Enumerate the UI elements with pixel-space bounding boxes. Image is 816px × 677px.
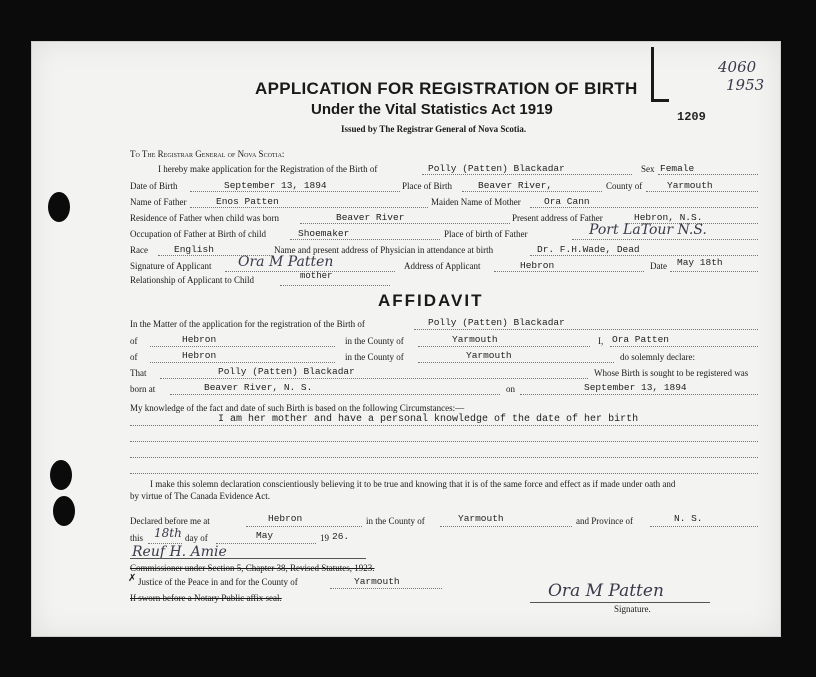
born-on-value: September 13, 1894 xyxy=(584,382,687,393)
justice-line: Justice of the Peace in and for the County of xyxy=(138,577,298,587)
of-place: Hebron xyxy=(182,334,217,345)
pob-label: Place of Birth xyxy=(402,181,452,191)
on-label: on xyxy=(506,384,515,394)
pob-value: Beaver River, xyxy=(478,180,553,191)
justice-county: Yarmouth xyxy=(354,576,400,587)
in-county-label: in the County of xyxy=(345,352,404,362)
affidavit-heading: AFFIDAVIT xyxy=(378,291,484,310)
date-value: May 18th xyxy=(677,257,723,268)
province-value: N. S. xyxy=(674,513,703,524)
form-title: APPLICATION FOR REGISTRATION OF BIRTH xyxy=(255,79,638,98)
declarant-signature: Ora M Patten xyxy=(548,581,664,601)
declared-place: Hebron xyxy=(268,513,303,524)
commissioner-signature: Reuf H. Amie xyxy=(132,544,227,560)
applicant-address-value: Hebron xyxy=(520,260,555,271)
day-value: 18th xyxy=(154,526,182,540)
province-label: and Province of xyxy=(576,516,633,526)
i-label: I, xyxy=(598,336,604,346)
in-matter-label: In the Matter of the application for the registration of the Birth of xyxy=(130,319,365,329)
intro-label: I hereby make application for the Registration of the Birth of xyxy=(158,164,378,174)
father-pob-value: Port LaTour N.S. xyxy=(589,222,707,238)
occupation-label: Occupation of Father at Birth of child xyxy=(130,229,266,239)
mother-label: Maiden Name of Mother xyxy=(431,197,521,207)
child-name: Polly (Patten) Blackadar xyxy=(428,163,565,174)
of-label: of xyxy=(130,336,138,346)
issued-by: Issued by The Registrar General of Nova Scotia. xyxy=(341,124,527,134)
date-label: Date xyxy=(650,261,667,271)
affidavit-child-name: Polly (Patten) Blackadar xyxy=(428,317,565,328)
dob-label: Date of Birth xyxy=(130,181,178,191)
of-place: Hebron xyxy=(182,350,217,361)
occupation-value: Shoemaker xyxy=(298,228,350,239)
mother-value: Ora Cann xyxy=(544,196,590,207)
residence-label: Residence of Father when child was born xyxy=(130,213,279,223)
physician-value: Dr. F.H.Wade, Dead xyxy=(537,244,640,255)
born-at-label: born at xyxy=(130,384,156,394)
father-value: Enos Patten xyxy=(216,196,279,207)
declare-label: do solemnly declare: xyxy=(620,352,695,362)
notary-line: If sworn before a Notary Public affix seal. xyxy=(130,593,282,603)
punch-hole xyxy=(53,496,75,526)
born-at-value: Beaver River, N. S. xyxy=(204,382,313,393)
form-subtitle: Under the Vital Statistics Act 1919 xyxy=(311,101,553,118)
father-pob-label: Place of birth of Father xyxy=(444,229,528,239)
knowledge-label: My knowledge of the fact and date of such Birth is based on the following Circumstances:— xyxy=(130,403,465,413)
declaration-line-2: by virtue of The Canada Evidence Act. xyxy=(130,491,271,501)
addressee: To The Registrar General of Nova Scotia: xyxy=(130,149,285,159)
registration-number: 1209 xyxy=(677,110,706,124)
county-value: Yarmouth xyxy=(466,350,512,361)
that-label: That xyxy=(130,368,147,378)
race-value: English xyxy=(174,244,214,255)
ink-mark xyxy=(651,47,654,102)
race-label: Race xyxy=(130,245,148,255)
knowledge-text: I am her mother and have a personal knowledge of the date of her birth xyxy=(218,414,639,425)
county-value: Yarmouth xyxy=(667,180,713,191)
declared-label: Declared before me at xyxy=(130,516,210,526)
relationship-value: mother xyxy=(300,271,333,281)
this-label: this xyxy=(130,533,144,543)
dob-value: September 13, 1894 xyxy=(224,180,327,191)
corner-note: 4060 xyxy=(718,58,757,76)
father-label: Name of Father xyxy=(130,197,187,207)
corner-note: 1953 xyxy=(726,76,765,94)
sex-value: Female xyxy=(660,163,695,174)
in-county-label: in the County of xyxy=(345,336,404,346)
residence-value: Beaver River xyxy=(336,212,405,223)
signature-caption: Signature. xyxy=(614,604,651,614)
punch-hole xyxy=(48,192,70,222)
declared-county-label: in the County of xyxy=(366,516,425,526)
that-name: Polly (Patten) Blackadar xyxy=(218,366,355,377)
commissioner-line: Commissioner under Section 5, Chapter 38, Revised Statutes, 1923. xyxy=(130,563,375,573)
of-label: of xyxy=(130,352,138,362)
declarant-name: Ora Patten xyxy=(612,334,670,345)
declared-county: Yarmouth xyxy=(458,513,504,524)
physician-label: Name and present address of Physician in attendance at birth xyxy=(274,245,494,255)
year-value: 26. xyxy=(332,531,350,542)
relationship-label: Relationship of Applicant to Child xyxy=(130,275,254,285)
ink-mark xyxy=(651,99,669,102)
punch-hole xyxy=(50,460,72,490)
month-value: May xyxy=(256,530,274,541)
present-address-value: Hebron, N.S. xyxy=(634,212,703,223)
present-address-label: Present address of Father xyxy=(512,213,603,223)
sex-label: Sex xyxy=(641,164,655,174)
year-prefix: 19 xyxy=(320,533,329,543)
day-of-label: day of xyxy=(185,533,208,543)
applicant-address-label: Address of Applicant xyxy=(404,261,481,271)
county-value: Yarmouth xyxy=(452,334,498,345)
signature-label: Signature of Applicant xyxy=(130,261,212,271)
applicant-signature: Ora M Patten xyxy=(238,254,334,270)
whose-birth-label: Whose Birth is sought to be registered was xyxy=(594,368,749,378)
x-mark-icon: ✗ xyxy=(128,573,137,584)
county-label: County of xyxy=(606,181,643,191)
declaration-line-1: I make this solemn declaration conscientiously believing it to be true and knowing that it is of the same force and effect as if made under oath and xyxy=(150,479,676,489)
